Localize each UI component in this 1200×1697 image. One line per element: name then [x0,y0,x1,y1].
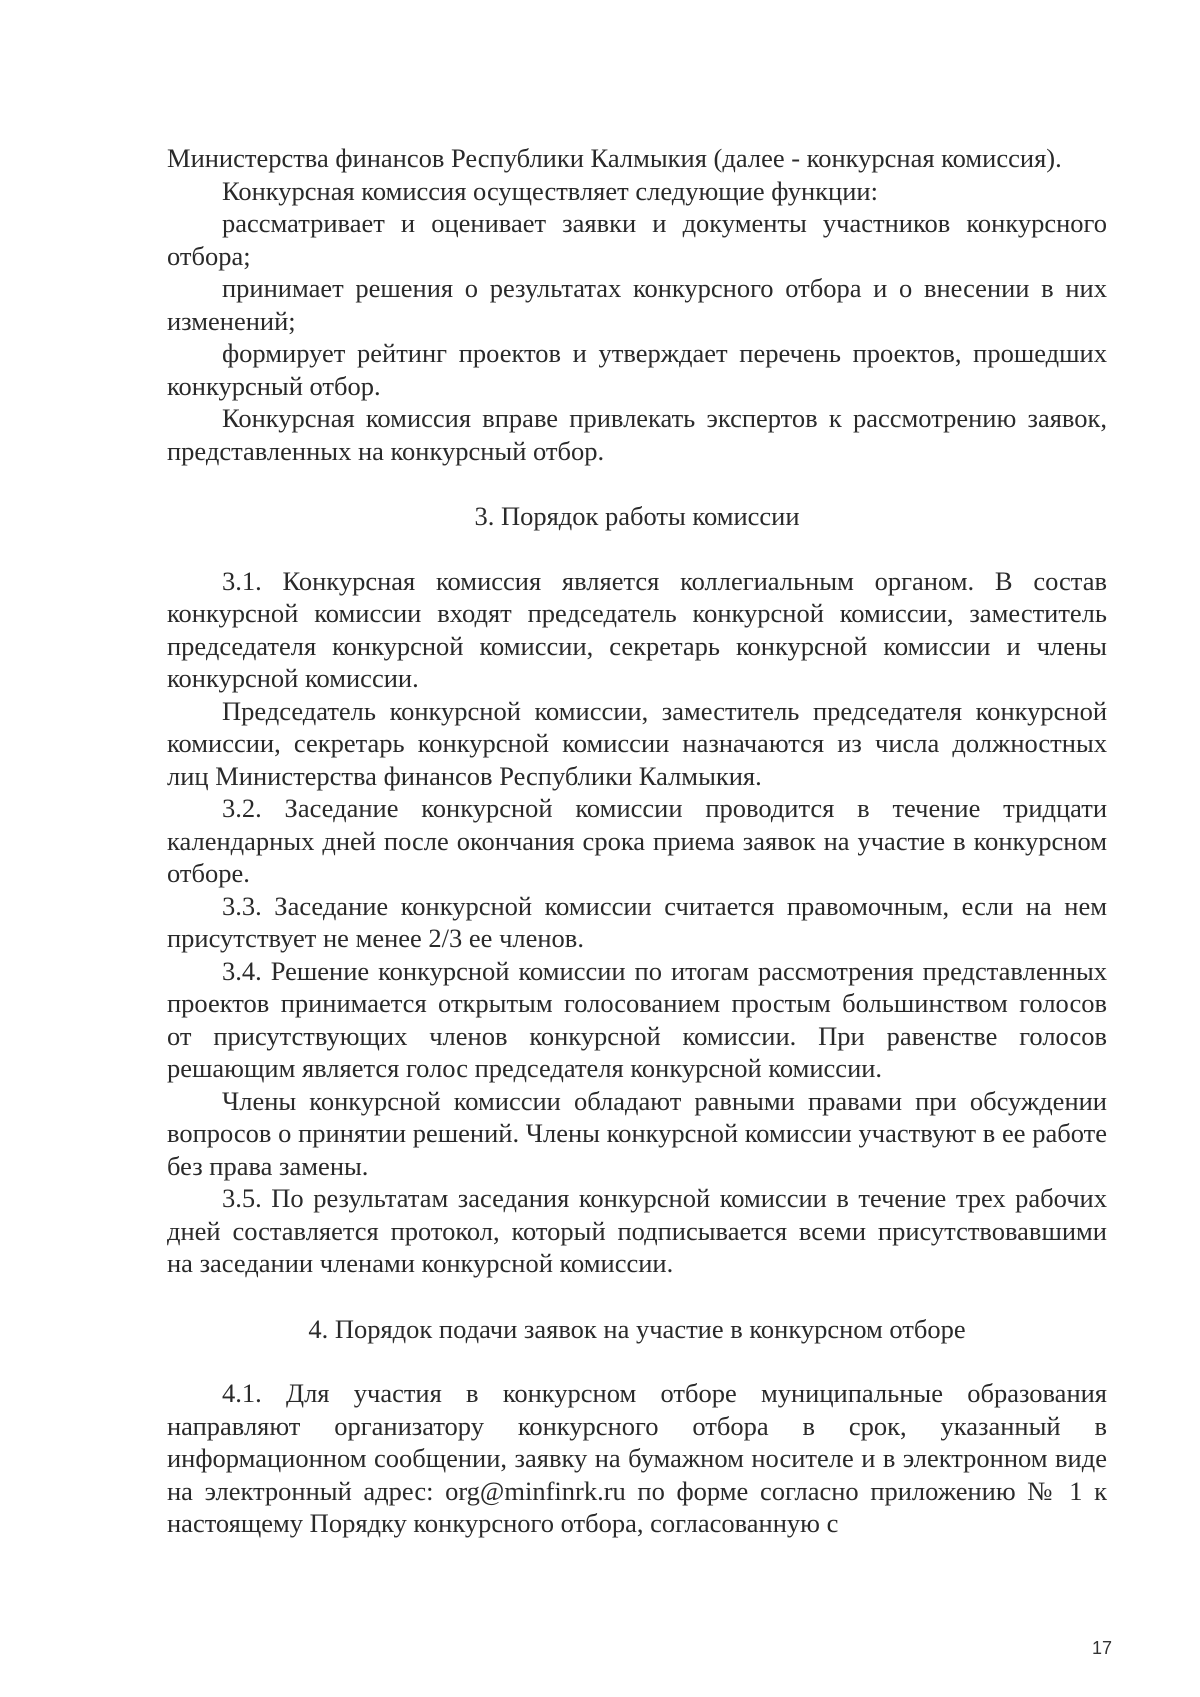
section-3-heading: 3. Порядок работы комиссии [474,501,800,531]
document-body [167,142,1107,1540]
paragraph-3-5: 3.5. По результатам заседания конкурсной комиссии в течение трех рабочих дней составляется протокол, который подписывается всеми присутствовавшими на заседании членами конкурсной комиссии. [167,1183,1107,1278]
paragraph-3-3: 3.3. Заседание конкурсной комиссии считается правомочным, если на нем присутствует не менее 2/3 ее членов. [167,890,1107,953]
paragraph-4-1: 4.1. Для участия в конкурсном отборе муниципальные образования направляют организатору конкурсного отбора в срок, указанный в информационном сообщении, заявку на бумажном носителе и в электронном виде на электронный адрес: org@minfinrk.ru по форме согласно приложению № 1 к настоящему Порядку конкурсного отбора, согласованную с [167,1378,1107,1538]
section-4-heading: 4. Порядок подачи заявок на участие в конкурсном отборе [308,1313,966,1344]
paragraph-experts: Конкурсная комиссия вправе привлекать экспертов к рассмотрению заявок, представленных на конкурсный отбор. [167,403,1107,466]
paragraph-function-rating: формирует рейтинг проектов и утверждает перечень проектов, прошедших конкурсный отбор. [167,338,1107,401]
paragraph-3-4: 3.4. Решение конкурсной комиссии по итогам рассмотрения представленных проектов принимается открытым голосованием простым большинством голосов от присутствующих членов конкурсной комиссии. При равенстве голосов решающим является голос председателя конкурсной комиссии. [167,955,1107,1083]
paragraph-functions-intro: Конкурсная комиссия осуществляет следующие функции: [222,175,878,206]
paragraph-3-2: 3.2. Заседание конкурсной комиссии проводится в течение тридцати календарных дней после окончания срока приема заявок на участие в конкурсном отборе. [167,793,1107,888]
paragraph-3-1: 3.1. Конкурсная комиссия является коллегиальным органом. В состав конкурсной комиссии входят председатель конкурсной комиссии, заместитель председателя конкурсной комиссии, секретарь конкурсной комиссии и члены конкурсной комиссии. [167,565,1107,693]
paragraph-function-decisions: принимает решения о результатах конкурсного отбора и о внесении в них изменений; [167,273,1107,336]
paragraph-3-4-members: Члены конкурсной комиссии обладают равными правами при обсуждении вопросов о принятии решений. Члены конкурсной комиссии участвуют в ее работе без права замены. [167,1085,1107,1181]
paragraph-function-review: рассматривает и оценивает заявки и документы участников конкурсного отбора; [167,208,1107,271]
page-number: 17 [1091,1638,1112,1658]
paragraph-3-1-chairman: Председатель конкурсной комиссии, заместитель председателя конкурсной комиссии, секретарь конкурсной комиссии назначаются из числа должностных лиц Министерства финансов Республики Калмыкия. [167,695,1107,791]
paragraph-intro-continuation: Министерства финансов Республики Калмыкия (далее - конкурсная комиссия). [167,143,1062,173]
